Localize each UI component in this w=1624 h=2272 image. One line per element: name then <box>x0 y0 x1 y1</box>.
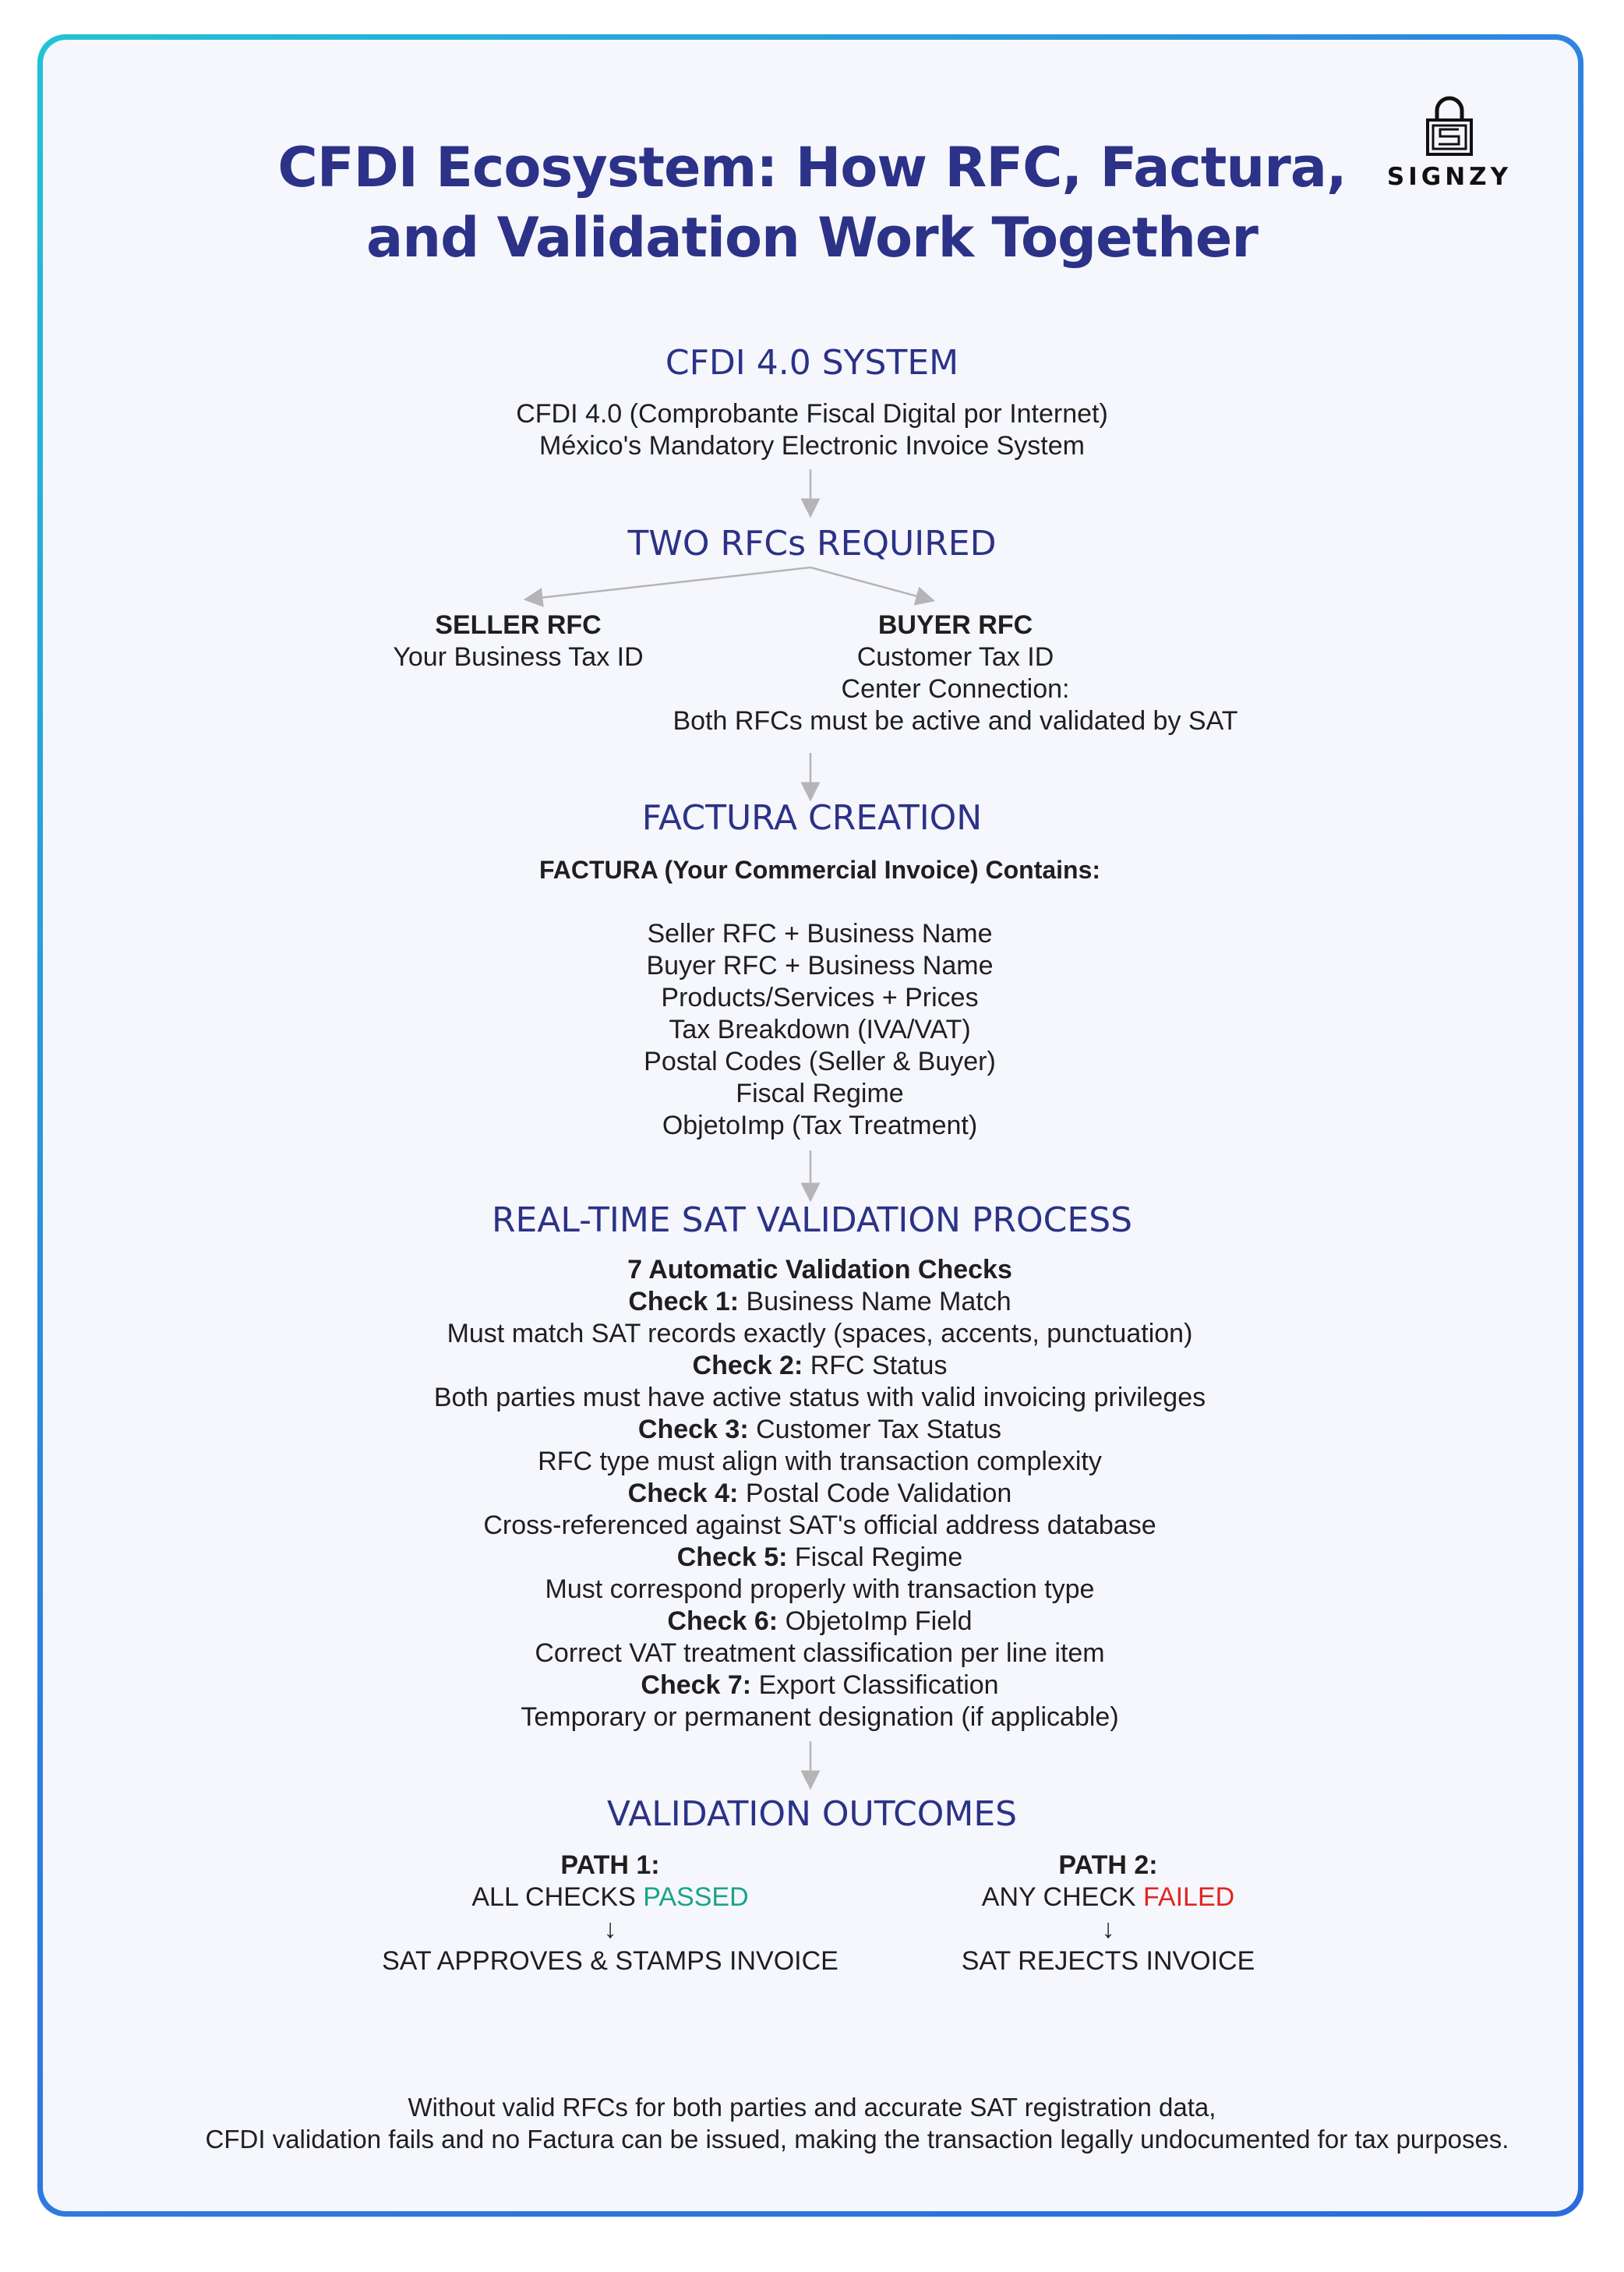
logo-text: SIGNZY <box>1386 163 1513 191</box>
check-label: Check 2: <box>692 1351 803 1380</box>
path-2-status-line <box>874 1882 1342 1913</box>
seller-rfc-desc: Your Business Tax ID <box>393 642 644 672</box>
footer-line-2: CFDI validation fails and no Factura can be issued, making the transaction legally undocumented for tax purposes. <box>205 2125 1509 2154</box>
factura-item: Seller RFC + Business Name <box>647 919 993 949</box>
connector-buyer <box>810 567 926 599</box>
validation-subheading: 7 Automatic Validation Checks <box>627 1255 1012 1284</box>
path-1-title: PATH 1: <box>560 1850 660 1880</box>
check-label: Check 3: <box>637 1415 749 1444</box>
failed-status: FAILED <box>1143 1882 1235 1912</box>
check-6-desc: Correct VAT treatment classification per line item <box>535 1638 1105 1668</box>
factura-item: Tax Breakdown (IVA/VAT) <box>669 1015 971 1044</box>
check-4-desc: Cross-referenced against SAT's official address database <box>483 1511 1156 1540</box>
check-label: Check 5: <box>676 1542 788 1572</box>
cfdi-line-2: México's Mandatory Electronic Invoice System <box>539 431 1085 461</box>
check-label: Check 7: <box>641 1670 752 1700</box>
check-2-title <box>0 1350 1624 1382</box>
path-1-result: SAT APPROVES & STAMPS INVOICE <box>382 1946 838 1976</box>
check-name: Customer Tax Status <box>756 1415 1002 1444</box>
down-arrow-icon: ↓ <box>603 1914 617 1944</box>
validation-heading: REAL-TIME SAT VALIDATION PROCESS <box>491 1200 1133 1240</box>
check-1-desc: Must match SAT records exactly (spaces, accents, punctuation) <box>447 1319 1193 1348</box>
check-name: Export Classification <box>758 1670 999 1700</box>
connection-desc: Both RFCs must be active and validated by SAT <box>673 706 1238 736</box>
path-2-title: PATH 2: <box>1058 1850 1158 1880</box>
check-6-title <box>0 1606 1624 1638</box>
check-label: Check 1: <box>628 1287 740 1316</box>
title-line-1: CFDI Ecosystem: How RFC, Factura, <box>277 136 1347 200</box>
check-4-title <box>0 1478 1624 1510</box>
down-arrow-icon: ↓ <box>1101 1914 1115 1944</box>
check-5-desc: Must correspond properly with transaction type <box>545 1574 1095 1604</box>
factura-item: ObjetoImp (Tax Treatment) <box>662 1111 978 1140</box>
factura-items-list <box>0 918 1624 1142</box>
passed-status: PASSED <box>643 1882 749 1912</box>
path-1-prefix: ALL CHECKS <box>471 1882 636 1912</box>
check-7-title <box>0 1670 1624 1701</box>
factura-item: Postal Codes (Seller & Buyer) <box>644 1047 996 1076</box>
cfdi-line-1: CFDI 4.0 (Comprobante Fiscal Digital por Internet) <box>516 399 1108 429</box>
check-1-title <box>0 1286 1624 1318</box>
check-2-desc: Both parties must have active status with valid invoicing privileges <box>433 1383 1206 1412</box>
check-7-desc: Temporary or permanent designation (if applicable) <box>521 1702 1119 1732</box>
path-1-status-line <box>376 1882 844 1913</box>
check-name: ObjetoImp Field <box>785 1606 973 1636</box>
factura-item: Buyer RFC + Business Name <box>646 951 994 981</box>
title-line-2: and Validation Work Together <box>366 206 1258 270</box>
check-label: Check 4: <box>627 1479 739 1508</box>
factura-heading: FACTURA CREATION <box>641 798 983 838</box>
path-2-prefix: ANY CHECK <box>981 1882 1136 1912</box>
rfcs-heading: TWO RFCs REQUIRED <box>627 524 997 564</box>
check-3-title <box>0 1414 1624 1446</box>
check-name: Fiscal Regime <box>794 1542 963 1572</box>
path-2 <box>874 1850 1342 1977</box>
connection-label: Center Connection: <box>841 674 1070 704</box>
connector-seller <box>533 567 810 599</box>
outcomes-heading: VALIDATION OUTCOMES <box>606 1794 1018 1834</box>
factura-item: Fiscal Regime <box>736 1079 904 1108</box>
factura-item: Products/Services + Prices <box>661 983 979 1012</box>
check-name: Postal Code Validation <box>745 1479 1012 1508</box>
path-2-result: SAT REJECTS INVOICE <box>961 1946 1255 1976</box>
buyer-rfc-desc: Customer Tax ID <box>856 642 1054 672</box>
buyer-rfc-title: BUYER RFC <box>877 610 1033 640</box>
factura-subheading: FACTURA (Your Commercial Invoice) Contains: <box>538 856 1101 884</box>
check-name: RFC Status <box>810 1351 948 1380</box>
cfdi-heading: CFDI 4.0 SYSTEM <box>665 343 959 383</box>
check-3-desc: RFC type must align with transaction complexity <box>538 1447 1102 1476</box>
path-1 <box>376 1850 844 1977</box>
check-name: Business Name Match <box>746 1287 1011 1316</box>
footer-line-1: Without valid RFCs for both parties and accurate SAT registration data, <box>408 2093 1216 2122</box>
check-label: Check 6: <box>667 1606 778 1636</box>
check-5-title <box>0 1542 1624 1574</box>
seller-rfc-title: SELLER RFC <box>435 610 602 640</box>
validation-checks <box>0 1254 1624 1733</box>
